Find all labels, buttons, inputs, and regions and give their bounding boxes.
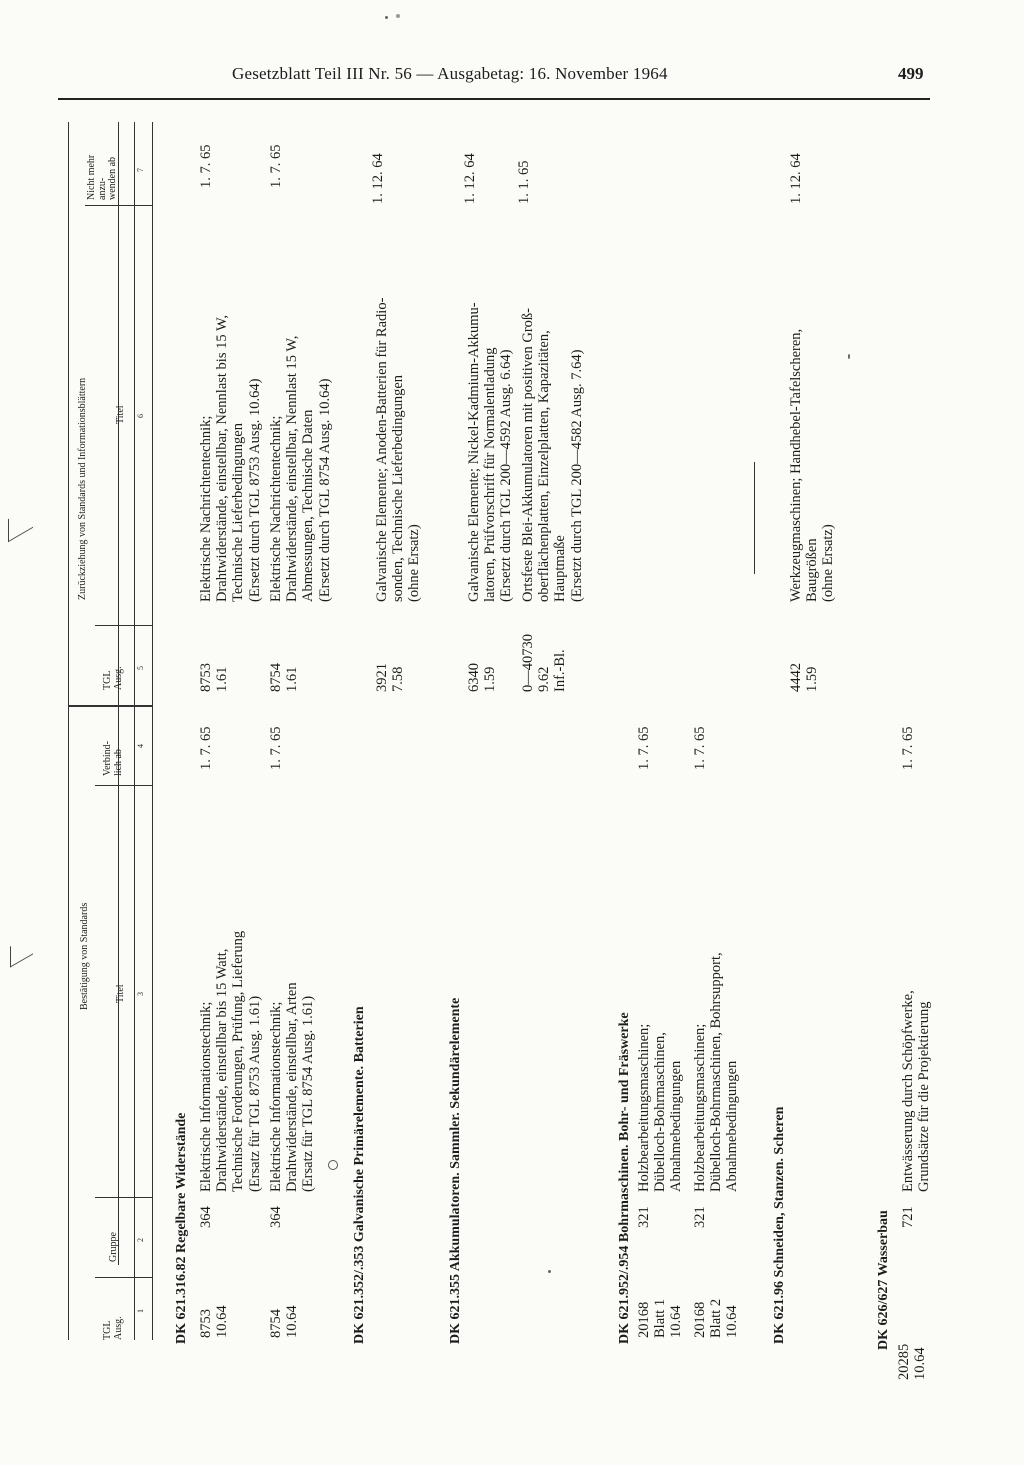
column-divider-6-7 xyxy=(85,205,152,206)
col-number-2: 2 xyxy=(136,1238,145,1242)
section-heading-wasserbau: DK 626/627 Wasserbau xyxy=(876,1210,891,1350)
column-divider-1-2 xyxy=(95,1277,152,1278)
section-heading-regelbare-widerstaende: DK 621.316.82 Regelbare Widerstände xyxy=(174,1112,189,1344)
scan-mark xyxy=(10,933,33,967)
row-3-nicht-mehr-ab: 1. 12. 64 xyxy=(370,153,386,204)
row-1-titel: Elektrische Informationstechnik; Drahtwiderstände, einstellbar bis 15 Watt, Technische Forderungen, Prüfung, Lieferung (Ersatz für TGL 8753 Ausg. 1.61) xyxy=(198,930,263,1192)
group-header-bestaetigung: Bestätigung von Standards xyxy=(79,902,90,1010)
col-number-4: 4 xyxy=(136,744,145,748)
table-header-divider xyxy=(152,122,153,1340)
row-1-withdrawn-titel: Elektrische Nachrichtentechnik; Drahtwiderstände, einstellbar, Nennlast bis 15 W, Technische Lieferbedingungen (Ersetzt durch TGL 8753 Ausg. 10.64) xyxy=(198,315,263,602)
row-1-nicht-mehr-ab: 1. 7. 65 xyxy=(198,144,214,188)
col-header-nicht-mehr-anzuwenden-ab: Nicht mehr anzu- wenden ab xyxy=(86,154,118,200)
scan-mark xyxy=(8,505,33,542)
header-rule xyxy=(58,98,930,100)
row-2-gruppe: 364 xyxy=(268,1206,284,1228)
col-header-verbindlich-ab: Verbind- lich ab xyxy=(102,741,124,776)
row-4-withdrawn-tgl: 6340 1.59 xyxy=(466,663,499,692)
row-9-gruppe: 721 xyxy=(900,1206,916,1228)
row-3-withdrawn-titel: Galvanische Elemente; Anoden-Batterien für Radio- sonden, Technische Lieferbedingungen (ohne Ersatz) xyxy=(374,297,423,602)
column-divider-3-4 xyxy=(95,785,152,786)
column-divider-2-3 xyxy=(95,1197,152,1198)
scan-speck xyxy=(848,354,850,359)
row-6-verbindlich-ab: 1. 7. 65 xyxy=(636,726,652,770)
row-3-withdrawn-tgl: 3921 7.58 xyxy=(374,663,407,692)
scan-speck xyxy=(396,14,400,18)
row-8-withdrawn-tgl: 4442 1.59 xyxy=(788,663,821,692)
row-4-withdrawn-titel: Galvanische Elemente; Nickel-Kadmium-Akkumu- latoren, Prüfvorschrift für Normalentladung (Ersetzt durch TGL 200—4592 Ausg. 6.64) xyxy=(466,302,515,602)
col-header-titel-right: Titel xyxy=(115,405,126,424)
group-header-zurueckziehung: Zurückziehung von Standards und Informationsblättern xyxy=(77,377,88,600)
row-2-verbindlich-ab: 1. 7. 65 xyxy=(268,726,284,770)
row-5-nicht-mehr-ab: 1. 1. 65 xyxy=(516,160,532,204)
row-1-gruppe: 364 xyxy=(198,1206,214,1228)
row-7-verbindlich-ab: 1. 7. 65 xyxy=(692,726,708,770)
col-number-1: 1 xyxy=(136,1309,145,1313)
row-8-withdrawn-titel: Werkzeugmaschinen; Handhebel-Tafelscheren, Baugrößen (ohne Ersatz) xyxy=(788,328,837,602)
row-7-gruppe: 321 xyxy=(692,1206,708,1228)
row-6-gruppe: 321 xyxy=(636,1206,652,1228)
row-6-titel: Holzbearbeitungsmaschinen; Dübelloch-Bohrmaschinen, Abnahmebedingungen xyxy=(636,1023,685,1192)
row-2-tgl-ausg: 8754 10.64 xyxy=(268,1305,301,1338)
scan-speck xyxy=(548,1270,551,1273)
table-top-rule xyxy=(68,122,69,1340)
row-7-tgl-ausg: 20168 Blatt 2 10.64 xyxy=(692,1298,741,1338)
row-2-titel: Elektrische Informationstechnik; Drahtwiderstände, einstellbar, Arten (Ersatz für TGL 8754 Ausg. 1.61) xyxy=(268,982,317,1192)
section-heading-schneiden-stanzen: DK 621.96 Schneiden, Stanzen. Scheren xyxy=(772,1106,787,1344)
section-heading-akkumulatoren: DK 621.355 Akkumulatoren. Sammler. Sekundärelemente xyxy=(448,997,463,1344)
page-number: 499 xyxy=(898,64,924,83)
row-2-withdrawn-tgl: 8754 1.61 xyxy=(268,663,301,692)
row-4-nicht-mehr-ab: 1. 12. 64 xyxy=(462,153,478,204)
row-7-titel: Holzbearbeitungsmaschinen; Dübelloch-Bohrmaschinen, Bohrsupport, Abnahmebedingungen xyxy=(692,952,741,1192)
row-2-withdrawn-titel: Elektrische Nachrichtentechnik; Drahtwiderstände, einstellbar, Nennlast 15 W, Abmessungen, Technische Daten (Ersetzt durch TGL 8754 Ausg. 10.64) xyxy=(268,335,333,602)
number-row-rule xyxy=(134,122,135,1340)
col-header-titel-left: Titel xyxy=(115,984,126,1003)
row-9-titel: Entwässerung durch Schöpfwerke, Grundsätze für die Projektierung xyxy=(900,990,933,1192)
row-9-tgl-ausg: 20285 10.64 xyxy=(896,1343,929,1380)
row-6-tgl-ausg: 20168 Blatt 1 10.64 xyxy=(636,1298,685,1338)
row-8-nicht-mehr-ab: 1. 12. 64 xyxy=(788,153,804,204)
col-header-gruppe: Gruppe xyxy=(108,1232,119,1262)
col-header-tgl-ausg-right: TGL Ausg. xyxy=(102,666,124,690)
col-number-7: 7 xyxy=(136,168,145,172)
strike-rule xyxy=(754,462,755,574)
scan-speck xyxy=(385,16,388,19)
col-header-tgl-ausg: TGL Ausg. xyxy=(102,1316,124,1340)
row-1-tgl-ausg: 8753 10.64 xyxy=(198,1305,231,1338)
row-9-verbindlich-ab: 1. 7. 65 xyxy=(900,726,916,770)
col-number-6: 6 xyxy=(136,414,145,418)
row-5-withdrawn-tgl: 0—40730 9.62 Inf.-Bl. xyxy=(520,634,569,692)
section-heading-bohrmaschinen: DK 621.952/.954 Bohrmaschinen. Bohr- und Fräswerke xyxy=(617,1012,632,1344)
col-number-3: 3 xyxy=(136,992,145,996)
column-divider-5-6 xyxy=(95,625,152,626)
row-2-nicht-mehr-ab: 1. 7. 65 xyxy=(268,144,284,188)
page-header-title: Gesetzblatt Teil III Nr. 56 — Ausgabetag: 16. November 1964 xyxy=(232,64,668,83)
section-heading-primaerelemente: DK 621.352/.353 Galvanische Primärelemente. Batterien xyxy=(352,1006,367,1344)
scan-speck xyxy=(328,1160,338,1170)
col-number-5: 5 xyxy=(136,666,145,670)
row-1-verbindlich-ab: 1. 7. 65 xyxy=(198,726,214,770)
column-divider-left-right xyxy=(68,705,152,707)
row-1-withdrawn-tgl: 8753 1.61 xyxy=(198,663,231,692)
row-5-withdrawn-titel: Ortsfeste Blei-Akkumulatoren mit positiven Groß- oberflächenplatten, Einzelplatten, Kapazitäten, Hauptmaße (Ersetzt durch TGL 200—4582 Ausg. 7.64) xyxy=(520,308,585,602)
